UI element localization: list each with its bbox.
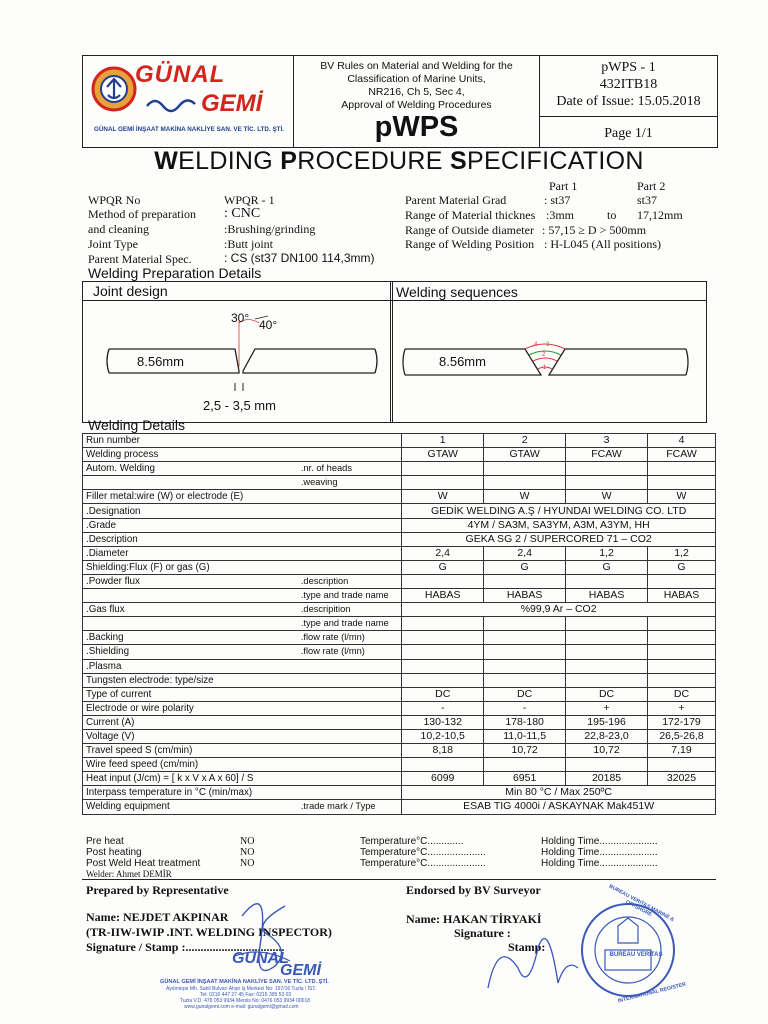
run-3-value [566, 659, 648, 673]
surveyor-name: Name: HAKAN TİRYAKİ [406, 912, 542, 926]
table-row [83, 532, 716, 546]
bv-stamp-center-text: BUREAU VERITAS [609, 952, 663, 958]
row-label: Filler metal:wire (W) or electrode (E) [83, 490, 402, 504]
row-sublabel: .type and trade name [298, 589, 402, 603]
row-sublabel: .trade mark / Type [298, 800, 402, 814]
row-label: .Diameter [83, 546, 402, 560]
row-sublabel: .nr. of heads [298, 462, 402, 476]
run-3-value: W [566, 490, 648, 504]
table-row [83, 631, 716, 645]
table-row [83, 729, 716, 743]
row-label [83, 589, 298, 603]
root-gap: 2,5 - 3,5 mm [203, 398, 276, 413]
handwritten-signature-2 [488, 939, 578, 988]
title-part: PECIFICATION [466, 147, 644, 175]
seq-label-4: 4 [534, 342, 538, 348]
table-row [83, 687, 716, 701]
company-stamp [140, 948, 380, 1018]
run-4-value: W [648, 490, 716, 504]
divider [82, 879, 716, 880]
part2-label: Part 2 [637, 179, 666, 193]
run-3-value: 22,8-23,0 [566, 729, 648, 743]
run-2-value [484, 758, 566, 772]
run-2-value [484, 617, 566, 631]
parent-material-spec-value: : CS (st37 DN100 114,3mm) [224, 251, 375, 265]
doc-type: pWPS [374, 111, 459, 143]
row-label: Electrode or wire polarity [83, 701, 402, 715]
run-3-value [566, 574, 648, 588]
run-3-value: DC [566, 687, 648, 701]
pwht-value: NO [240, 858, 255, 869]
run-4-value [648, 574, 716, 588]
cleaning-value: :Brushing/grinding [224, 222, 316, 236]
thickness-from: :3mm [546, 208, 575, 222]
company-emblem-icon [91, 64, 137, 114]
table-row [83, 786, 716, 800]
postheat-temperature: Temperature°C..................... [360, 847, 486, 858]
run-4-value: 26,5-26,8 [648, 729, 716, 743]
pwht-label: Post Weld Heat treatment [86, 858, 201, 869]
row-sublabel: .flow rate (l/mn) [298, 631, 402, 645]
table-row [83, 434, 716, 448]
title-letter: W [154, 147, 179, 175]
endorsed-by-label: Endorsed by BV Surveyor [406, 883, 541, 897]
thickness-to-word: to [607, 208, 617, 222]
run-1-value [402, 617, 484, 631]
run-4-value: 32025 [648, 772, 716, 786]
row-label: Type of current [83, 687, 402, 701]
run-3-value [566, 758, 648, 772]
run-3-value [566, 645, 648, 659]
row-label: Welding process [83, 448, 402, 462]
welding-position-label: Range of Welding Position [405, 237, 535, 251]
wave-icon [145, 94, 203, 114]
material-grade-label: Parent Material Grad [405, 193, 507, 207]
pwht-temperature: Temperature°C..................... [360, 858, 486, 869]
plate-thickness-2: 8.56mm [439, 354, 486, 369]
run-2-value [484, 659, 566, 673]
run-1-value: 10,2-10,5 [402, 729, 484, 743]
representative-signature-line: Signature / Stamp :................................. [86, 940, 285, 954]
run-4-value: 172-179 [648, 715, 716, 729]
pwht-holding-time: Holding Time..................... [541, 858, 658, 869]
thickness-to: 17,12mm [637, 208, 683, 222]
bevel-angle-30: 30° [231, 311, 250, 325]
row-label: Tungsten electrode: type/size [83, 673, 402, 687]
run-1-value: 6099 [402, 772, 484, 786]
row-label: Wire feed speed (cm/min) [83, 758, 402, 772]
table-row [83, 518, 716, 532]
run-1-value [402, 476, 484, 490]
title-part: ELDING [178, 147, 281, 175]
welding-details-table [82, 433, 716, 815]
stamp-gemi-text: GEMİ [280, 962, 321, 979]
document-title [82, 147, 716, 176]
row-value-span: %99,9 Ar – CO2 [402, 603, 716, 617]
run-3-value [566, 631, 648, 645]
run-1-value: 130-132 [402, 715, 484, 729]
run-2-value: 10,72 [484, 744, 566, 758]
title-letter: P [280, 147, 298, 175]
row-label: .Powder flux [83, 574, 298, 588]
table-row [83, 715, 716, 729]
table-row [83, 603, 716, 617]
representative-title: (TR-IIW-IWIP .INT. WELDING INSPECTOR) [86, 925, 332, 939]
run-4-value [648, 645, 716, 659]
run-4-value [648, 462, 716, 476]
run-4-value [648, 476, 716, 490]
run-2-value: 178-180 [484, 715, 566, 729]
surveyor-signature-label: Signature : [454, 926, 511, 940]
run-4-value: G [648, 560, 716, 574]
joint-design-box [82, 281, 393, 423]
joint-design-label: Joint design [93, 283, 168, 299]
parent-material-spec-label: Parent Material Spec. [88, 252, 192, 266]
logo-text-gunal: GÜNAL [135, 61, 226, 88]
table-row [83, 772, 716, 786]
table-row [83, 645, 716, 659]
doc-number: pWPS - 1 [601, 60, 656, 75]
run-2-value: HABAS [484, 589, 566, 603]
table-row [83, 546, 716, 560]
rules-line: Classification of Marine Units, [347, 73, 486, 85]
run-3-value: + [566, 701, 648, 715]
row-sublabel: .flow rate (l/mn) [298, 645, 402, 659]
bv-stamp-ring-text: BUREAU VERITAS MARINE & OFFSHORE [607, 883, 675, 924]
preheat-holding-time: Holding Time..................... [541, 836, 658, 847]
row-label [83, 617, 298, 631]
preheat-temperature: Temperature°C............. [360, 836, 464, 847]
company-logo-cell [83, 56, 294, 147]
material-grade-part1: : st37 [544, 193, 571, 207]
run-2-value [484, 631, 566, 645]
bv-rules-text [294, 60, 539, 112]
run-4-value: 7,19 [648, 744, 716, 758]
run-3-value: 20185 [566, 772, 648, 786]
plate-thickness-1: 8.56mm [137, 354, 184, 369]
run-2-value: - [484, 701, 566, 715]
run-2-value [484, 462, 566, 476]
run-2-value: W [484, 490, 566, 504]
joint-type-label: Joint Type [88, 237, 138, 251]
bv-stamp [478, 898, 710, 1010]
stamp-line: Tel: 0216 447 27 45 Fax: 0216 395 53 03 [200, 992, 292, 998]
wpqr-value: WPQR - 1 [224, 193, 275, 207]
run-4-value [648, 659, 716, 673]
run-2-value: G [484, 560, 566, 574]
run-3-value: G [566, 560, 648, 574]
run-4-value [648, 617, 716, 631]
table-row [83, 504, 716, 518]
table-row [83, 574, 716, 588]
material-grade-part2: st37 [637, 193, 658, 207]
thickness-range-label: Range of Material thicknes [405, 208, 536, 222]
table-row [83, 476, 716, 490]
row-label: .Description [83, 532, 402, 546]
row-label: Run number [83, 434, 402, 448]
table-row [83, 758, 716, 772]
row-label: .Backing [83, 631, 298, 645]
part1-label: Part 1 [549, 179, 578, 193]
table-row [83, 448, 716, 462]
surveyor-stamp-label: Stamp: [508, 940, 546, 954]
row-label: Welding equipment [83, 800, 298, 814]
row-value-span: ESAB TIG 4000i / ASKAYNAK Mak451W [402, 800, 716, 814]
run-2-value: 2,4 [484, 546, 566, 560]
run-3-value [566, 476, 648, 490]
run-2-value: 11,0-11,5 [484, 729, 566, 743]
run-4-value [648, 758, 716, 772]
bv-shield-icon [618, 918, 638, 943]
row-label: Heat input (J/cm) = [ k x V x A x 60] / S [83, 772, 402, 786]
postheat-label: Post heating [86, 847, 142, 858]
table-row [83, 701, 716, 715]
logo-text-gemi: GEMİ [201, 90, 263, 117]
preheat-label: Pre heat [86, 836, 124, 847]
row-sublabel: .description [298, 574, 402, 588]
run-1-value: G [402, 560, 484, 574]
method-label: Method of preparation [88, 207, 196, 221]
run-1-value: - [402, 701, 484, 715]
row-label: .Plasma [83, 659, 402, 673]
row-label: Voltage (V) [83, 729, 402, 743]
details-section-title: Welding Details [88, 417, 186, 433]
row-label: Travel speed S (cm/min) [83, 744, 402, 758]
header-box [82, 55, 718, 148]
cleaning-label: and cleaning [88, 222, 149, 236]
run-1-value [402, 659, 484, 673]
table-row [83, 462, 716, 476]
row-value-span: Min 80 °C / Max 250ºC [402, 786, 716, 800]
rules-cell [294, 56, 540, 147]
table-row [83, 659, 716, 673]
run-1-value [402, 574, 484, 588]
row-label: .Designation [83, 504, 402, 518]
run-3-value [566, 462, 648, 476]
date-of-issue: Date of Issue: 15.05.2018 [556, 94, 701, 109]
stamp-line: Aydıntepe Mh. Sahil Bulvarı Ahşir Iş Merkezi No: 197/16 Tuzla / İST. [166, 986, 317, 992]
rules-line: NR216, Ch 5, Sec 4, [368, 86, 465, 98]
row-label: Interpass temperature in °C (min/max) [83, 786, 402, 800]
run-1-value: W [402, 490, 484, 504]
table-row [83, 617, 716, 631]
run-3-value: FCAW [566, 448, 648, 462]
run-1-value [402, 462, 484, 476]
run-1-value: DC [402, 687, 484, 701]
wpqr-label: WPQR No [88, 193, 141, 207]
row-label: .Gas flux [83, 603, 298, 617]
preheat-value: NO [240, 836, 255, 847]
run-4-value [648, 631, 716, 645]
rules-line: BV Rules on Material and Welding for the [320, 60, 513, 72]
outside-diameter-label: Range of Outside diameter [405, 223, 534, 237]
bevel-angle-40: 40° [259, 318, 278, 332]
welding-sequences-label: Welding sequences [396, 284, 518, 300]
run-4-value: HABAS [648, 589, 716, 603]
title-letter: S [449, 147, 467, 175]
row-label: Autom. Welding [83, 462, 298, 476]
table-row [83, 744, 716, 758]
bv-stamp-ring-text-bottom: INTERNATIONAL REGISTER [617, 981, 687, 1005]
row-label: Shielding:Flux (F) or gas (G) [83, 560, 402, 574]
row-sublabel: .weaving [298, 476, 402, 490]
run-2-value [484, 476, 566, 490]
company-full-name: GÜNAL GEMİ İNŞAAT MAKİNA NAKLİYE SAN. VE TİC. LTD. ŞTİ. [93, 126, 285, 133]
welding-sequences-box [390, 281, 707, 423]
run-1-value [402, 673, 484, 687]
run-2-value: 6951 [484, 772, 566, 786]
run-3-value [566, 673, 648, 687]
run-3-value: 195-196 [566, 715, 648, 729]
rules-line: Approval of Welding Procedures [341, 99, 492, 111]
representative-name: Name: NEJDET AKPINAR [86, 910, 229, 924]
run-1-value [402, 645, 484, 659]
row-label [83, 476, 298, 490]
run-4-value: FCAW [648, 448, 716, 462]
run-4-value: 4 [648, 434, 716, 448]
row-label: .Grade [83, 518, 402, 532]
run-3-value: 10,72 [566, 744, 648, 758]
row-value-span: GEDİK WELDING A.Ş / HYUNDAI WELDING CO. LTD [402, 504, 716, 518]
seq-label-1: 1 [543, 365, 547, 371]
prep-section-title: Welding Preparation Details [88, 265, 262, 281]
run-4-value: + [648, 701, 716, 715]
method-value: : CNC [224, 206, 261, 221]
joint-type-value: :Butt joint [224, 237, 274, 251]
row-label: Current (A) [83, 715, 402, 729]
run-2-value: DC [484, 687, 566, 701]
run-2-value: GTAW [484, 448, 566, 462]
welding-position-value: : H-L045 (All positions) [544, 237, 661, 251]
title-part: ROCEDURE [297, 147, 450, 175]
row-sublabel: .descripition [298, 603, 402, 617]
run-1-value [402, 758, 484, 772]
run-3-value: HABAS [566, 589, 648, 603]
run-2-value [484, 574, 566, 588]
run-1-value [402, 631, 484, 645]
doc-ref: 432ITB18 [599, 77, 658, 92]
page-number: Page 1/1 [604, 126, 653, 141]
table-row [83, 800, 716, 814]
stamp-gunal-text: GÜNAL [232, 950, 289, 967]
postheat-value: NO [240, 847, 255, 858]
table-row [83, 673, 716, 687]
prepared-by-label: Prepared by Representative [86, 883, 229, 897]
run-4-value [648, 673, 716, 687]
table-row [83, 490, 716, 504]
stamp-line: Tuzla V.D. 476 053 9934 Mersis No: 0476 053 9934 00018 [180, 998, 310, 1004]
doc-info-cell [540, 56, 717, 147]
run-2-value [484, 673, 566, 687]
run-3-value: 1,2 [566, 546, 648, 560]
seq-label-3: 3 [546, 342, 550, 348]
seq-label-2: 2 [542, 352, 546, 358]
row-value-span: GEKA SG 2 / SUPERCORED 71 – CO2 [402, 532, 716, 546]
run-1-value: HABAS [402, 589, 484, 603]
welder-name: Welder: Ahmet DEMİR [86, 869, 172, 879]
row-value-span: 4YM / SA3M, SA3YM, A3M, A3YM, HH [402, 518, 716, 532]
run-1-value: 2,4 [402, 546, 484, 560]
run-1-value: 1 [402, 434, 484, 448]
postheat-holding-time: Holding Time..................... [541, 847, 658, 858]
run-2-value: 2 [484, 434, 566, 448]
run-1-value: 8,18 [402, 744, 484, 758]
table-row [83, 560, 716, 574]
table-row [83, 589, 716, 603]
run-3-value: 3 [566, 434, 648, 448]
stamp-line: www.gunalgemi.com e-mail: gunalgemi@gmail.com [184, 1004, 299, 1010]
run-4-value: DC [648, 687, 716, 701]
row-label: .Shielding [83, 645, 298, 659]
run-2-value [484, 645, 566, 659]
run-3-value [566, 617, 648, 631]
row-sublabel: .type and trade name [298, 617, 402, 631]
run-4-value: 1,2 [648, 546, 716, 560]
run-1-value: GTAW [402, 448, 484, 462]
outside-diameter-value: : 57,15 ≥ D > 500mm [542, 223, 647, 237]
stamp-line: GÜNAL GEMİ İNŞAAT MAKİNA NAKLİYE SAN. VE TİC. LTD. ŞTİ. [160, 979, 329, 985]
